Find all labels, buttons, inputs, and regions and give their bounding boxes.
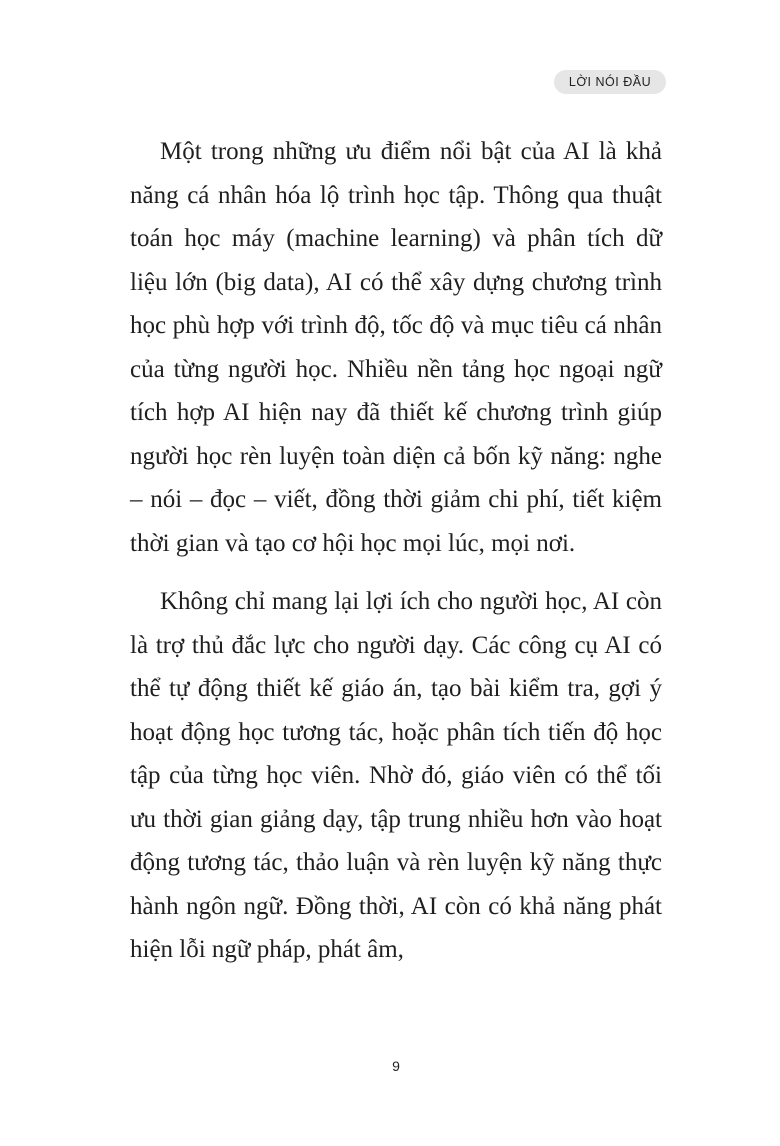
paragraph-1: Một trong những ưu điểm nổi bật của AI là khả năng cá nhân hóa lộ trình học tập. Thông qua thuật toán học máy (machine learning) và phân tích dữ liệu lớn (big data), AI có thể xây dựng chương trình học phù hợp với trình độ, tốc độ và mục tiêu cá nhân của từng người học. Nhiều nền tảng học ngoại ngữ tích hợp AI hiện nay đã thiết kế chương trình giúp người học rèn luyện toàn diện cả bốn kỹ năng: nghe – nói – đọc – viết, đồng thời giảm chi phí, tiết kiệm thời gian và tạo cơ hội học mọi lúc, mọi nơi.	[130, 138, 662, 557]
chapter-title-badge: LỜI NÓI ĐẦU	[554, 70, 666, 94]
main-text	[130, 130, 662, 972]
paragraph-2: Không chỉ mang lại lợi ích cho người học, AI còn là trợ thủ đắc lực cho người dạy. Các công cụ AI có thể tự động thiết kế giáo án, tạo bài kiểm tra, gợi ý hoạt động học tương tác, hoặc phân tích tiến độ học tập của từng học viên. Nhờ đó, giáo viên có thể tối ưu thời gian giảng dạy, tập trung nhiều hơn vào hoạt động tương tác, thảo luận và rèn luyện kỹ năng thực hành ngôn ngữ. Đồng thời, AI còn có khả năng phát hiện lỗi ngữ pháp, phát âm,	[130, 588, 662, 963]
page-number: 9	[392, 1058, 400, 1074]
